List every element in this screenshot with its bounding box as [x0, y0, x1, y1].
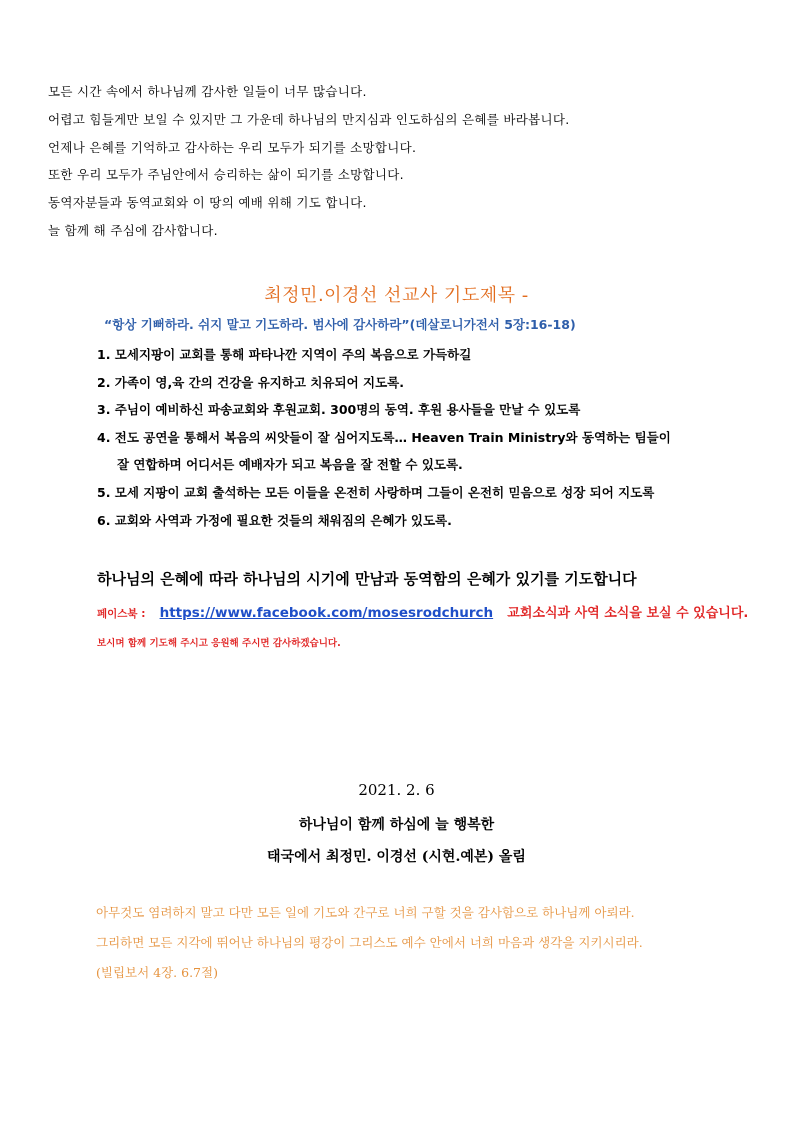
scripture-line: 아무것도 염려하지 말고 다만 모든 일에 기도와 간구로 너희 구할 것을 감사함으로 하나님께 아뢰라.: [96, 905, 635, 920]
facebook-label: 페이스북 :: [97, 608, 146, 620]
prayer-item: 1. 모세지팡이 교회를 통해 파타나깐 지역이 주의 복음으로 가득하길: [97, 347, 472, 362]
intro-line: 언제나 은혜를 기억하고 감사하는 우리 모두가 되기를 소망합니다.: [48, 139, 417, 155]
prayer-list: [97, 341, 757, 534]
intro-paragraph: [48, 78, 748, 245]
scripture-block: [96, 898, 756, 988]
grace-line: 하나님의 은혜에 따라 하나님의 시기에 만남과 동역함의 은혜가 있기를 기도합니다: [97, 570, 637, 588]
facebook-link[interactable]: https://www.facebook.com/mosesrodchurch: [159, 605, 494, 621]
prayer-item: 4. 전도 공연을 통해서 복음의 씨앗들이 잘 심어지도록… Heaven Train Ministry와 동역하는 팀들이: [97, 429, 671, 445]
scripture-line: 그리하면 모든 지각에 뛰어난 하나님의 평강이 그리스도 예수 안에서 너희 마음과 생각을 지키시리라.: [96, 935, 643, 950]
intro-line: 어렵고 힘들게만 보일 수 있지만 그 가운데 하나님의 만지심과 인도하심의 은혜를 바라봅니다.: [48, 111, 570, 127]
prayer-item: 3. 주님이 예비하신 파송교회와 후원교회. 300명의 동역. 후원 용사들을 만날 수 있도록: [97, 402, 581, 418]
closing-signature: 태국에서 최정민. 이경선 (시현.예본) 올림: [267, 849, 526, 865]
prayer-title: 최정민.이경선 선교사 기도제목 -: [264, 285, 529, 306]
intro-line: 늘 함께 해 주심에 감사합니다.: [48, 222, 218, 238]
intro-line: 모든 시간 속에서 하나님께 감사한 일들이 너무 많습니다.: [48, 84, 367, 99]
intro-line: 동역자분들과 동역교회와 이 땅의 예배 위해 기도 합니다.: [48, 195, 367, 211]
facebook-subnote: 보시며 함께 기도해 주시고 응원해 주시면 감사하겠습니다.: [97, 638, 341, 649]
intro-line: 또한 우리 모두가 주님안에서 승리하는 삶이 되기를 소망합니다.: [48, 167, 404, 183]
prayer-item: 6. 교회와 사역과 가정에 필요한 것들의 채워짐의 은혜가 있도록.: [97, 512, 452, 528]
closing-date: 2021. 2. 6: [358, 781, 435, 799]
facebook-line: [97, 602, 748, 621]
prayer-item: 2. 가족이 영,육 간의 건강을 유지하고 치유되어 지도록.: [97, 374, 404, 390]
verse-quote: “항상 기뻐하라. 쉬지 말고 기도하라. 범사에 감사하라”(데살로니가전서 5장:16-18): [104, 317, 576, 332]
prayer-item: 5. 모세 지팡이 교회 출석하는 모든 이들을 온전히 사랑하며 그들이 온전히 믿음으로 성장 되어 지도록: [97, 484, 655, 500]
scripture-reference: (빌립보서 4장. 6.7절): [96, 965, 218, 980]
prayer-item-continuation: 잘 연합하며 어디서든 예배자가 되고 복음을 잘 전할 수 있도록.: [117, 457, 463, 473]
closing-line-1: 하나님이 함께 하심에 늘 행복한: [298, 817, 495, 833]
facebook-note: 교회소식과 사역 소식을 보실 수 있습니다.: [507, 606, 749, 621]
